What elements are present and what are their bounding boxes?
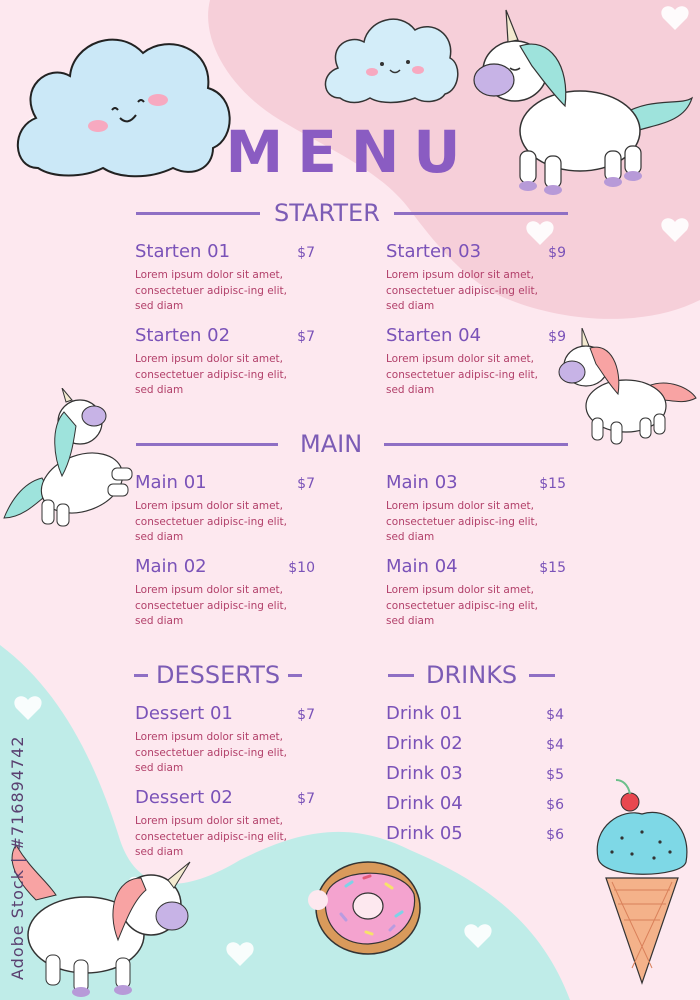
item-name: Starten 03: [386, 241, 482, 262]
item-price: $4: [546, 737, 564, 753]
menu-item-drink: [386, 733, 564, 754]
menu-item-dessert: [135, 703, 315, 777]
menu-item-starter: [386, 241, 566, 315]
item-price: $4: [546, 707, 564, 723]
item-description: Lorem ipsum dolor sit amet, consectetuer adipisc-ing elit, sed diam: [135, 353, 287, 396]
section-title-drinks: DRINKS: [426, 661, 518, 689]
menu-title: MENU: [225, 118, 475, 186]
divider: [384, 443, 568, 446]
menu-item-starter: [135, 325, 315, 399]
item-price: $7: [297, 329, 315, 345]
cloud-icon: [320, 6, 460, 106]
item-name: Starten 02: [135, 325, 231, 346]
section-header-desserts: [134, 655, 324, 695]
menu-item-main: [135, 472, 315, 546]
item-description: Lorem ipsum dolor sit amet, consectetuer adipisc-ing elit, sed diam: [135, 815, 287, 858]
ice-cream-icon: [592, 778, 692, 988]
item-description: Lorem ipsum dolor sit amet, consectetuer adipisc-ing elit, sed diam: [135, 584, 287, 627]
item-price: $6: [546, 797, 564, 813]
section-title-main: MAIN: [300, 430, 363, 458]
item-description: Lorem ipsum dolor sit amet, consectetuer adipisc-ing elit, sed diam: [135, 500, 287, 543]
divider: [136, 443, 278, 446]
section-header-main: [136, 424, 568, 464]
unicorn-icon: [2, 388, 136, 533]
item-price: $7: [297, 707, 315, 723]
item-name: Main 01: [135, 472, 207, 493]
item-price: $9: [548, 329, 566, 345]
menu-item-drink: [386, 823, 564, 844]
item-price: $7: [297, 476, 315, 492]
item-name: Drink 03: [386, 763, 463, 784]
menu-item-main: [135, 556, 315, 630]
menu-item-drink: [386, 793, 564, 814]
section-header-starter: [136, 193, 568, 233]
item-price: $7: [297, 245, 315, 261]
section-header-drinks: [388, 655, 574, 695]
item-price: $7: [297, 791, 315, 807]
menu-item-drink: [386, 763, 564, 784]
item-price: $6: [546, 827, 564, 843]
item-description: Lorem ipsum dolor sit amet, consectetuer adipisc-ing elit, sed diam: [386, 584, 538, 627]
item-name: Main 04: [386, 556, 458, 577]
item-name: Main 03: [386, 472, 458, 493]
item-price: $9: [548, 245, 566, 261]
item-price: $10: [288, 560, 315, 576]
divider: [288, 674, 302, 677]
item-name: Main 02: [135, 556, 207, 577]
item-name: Dessert 01: [135, 703, 233, 724]
section-title-desserts: DESSERTS: [156, 661, 281, 689]
item-name: Dessert 02: [135, 787, 233, 808]
menu-item-starter: [135, 241, 315, 315]
item-description: Lorem ipsum dolor sit amet, consectetuer adipisc-ing elit, sed diam: [386, 269, 538, 312]
divider: [134, 674, 148, 677]
unicorn-icon: [6, 840, 196, 1000]
menu-item-drink: [386, 703, 564, 724]
item-name: Drink 02: [386, 733, 463, 754]
divider: [136, 212, 260, 215]
menu-item-starter: [386, 325, 566, 399]
item-description: Lorem ipsum dolor sit amet, consectetuer adipisc-ing elit, sed diam: [135, 269, 287, 312]
item-price: $15: [539, 476, 566, 492]
section-title-starter: STARTER: [274, 199, 380, 227]
item-name: Drink 05: [386, 823, 463, 844]
item-description: Lorem ipsum dolor sit amet, consectetuer adipisc-ing elit, sed diam: [386, 353, 538, 396]
divider: [388, 674, 414, 677]
divider: [529, 674, 555, 677]
item-price: $5: [546, 767, 564, 783]
item-name: Drink 01: [386, 703, 463, 724]
item-name: Starten 04: [386, 325, 482, 346]
item-name: Starten 01: [135, 241, 231, 262]
item-name: Drink 04: [386, 793, 463, 814]
divider: [394, 212, 568, 215]
menu-item-main: [386, 472, 566, 546]
menu-item-dessert: [135, 787, 315, 861]
watermark: Adobe Stock | #716894742: [8, 735, 27, 980]
item-price: $15: [539, 560, 566, 576]
menu-item-main: [386, 556, 566, 630]
donut-icon: [306, 856, 426, 962]
item-description: Lorem ipsum dolor sit amet, consectetuer adipisc-ing elit, sed diam: [135, 731, 287, 774]
unicorn-icon: [556, 328, 700, 450]
item-description: Lorem ipsum dolor sit amet, consectetuer adipisc-ing elit, sed diam: [386, 500, 538, 543]
